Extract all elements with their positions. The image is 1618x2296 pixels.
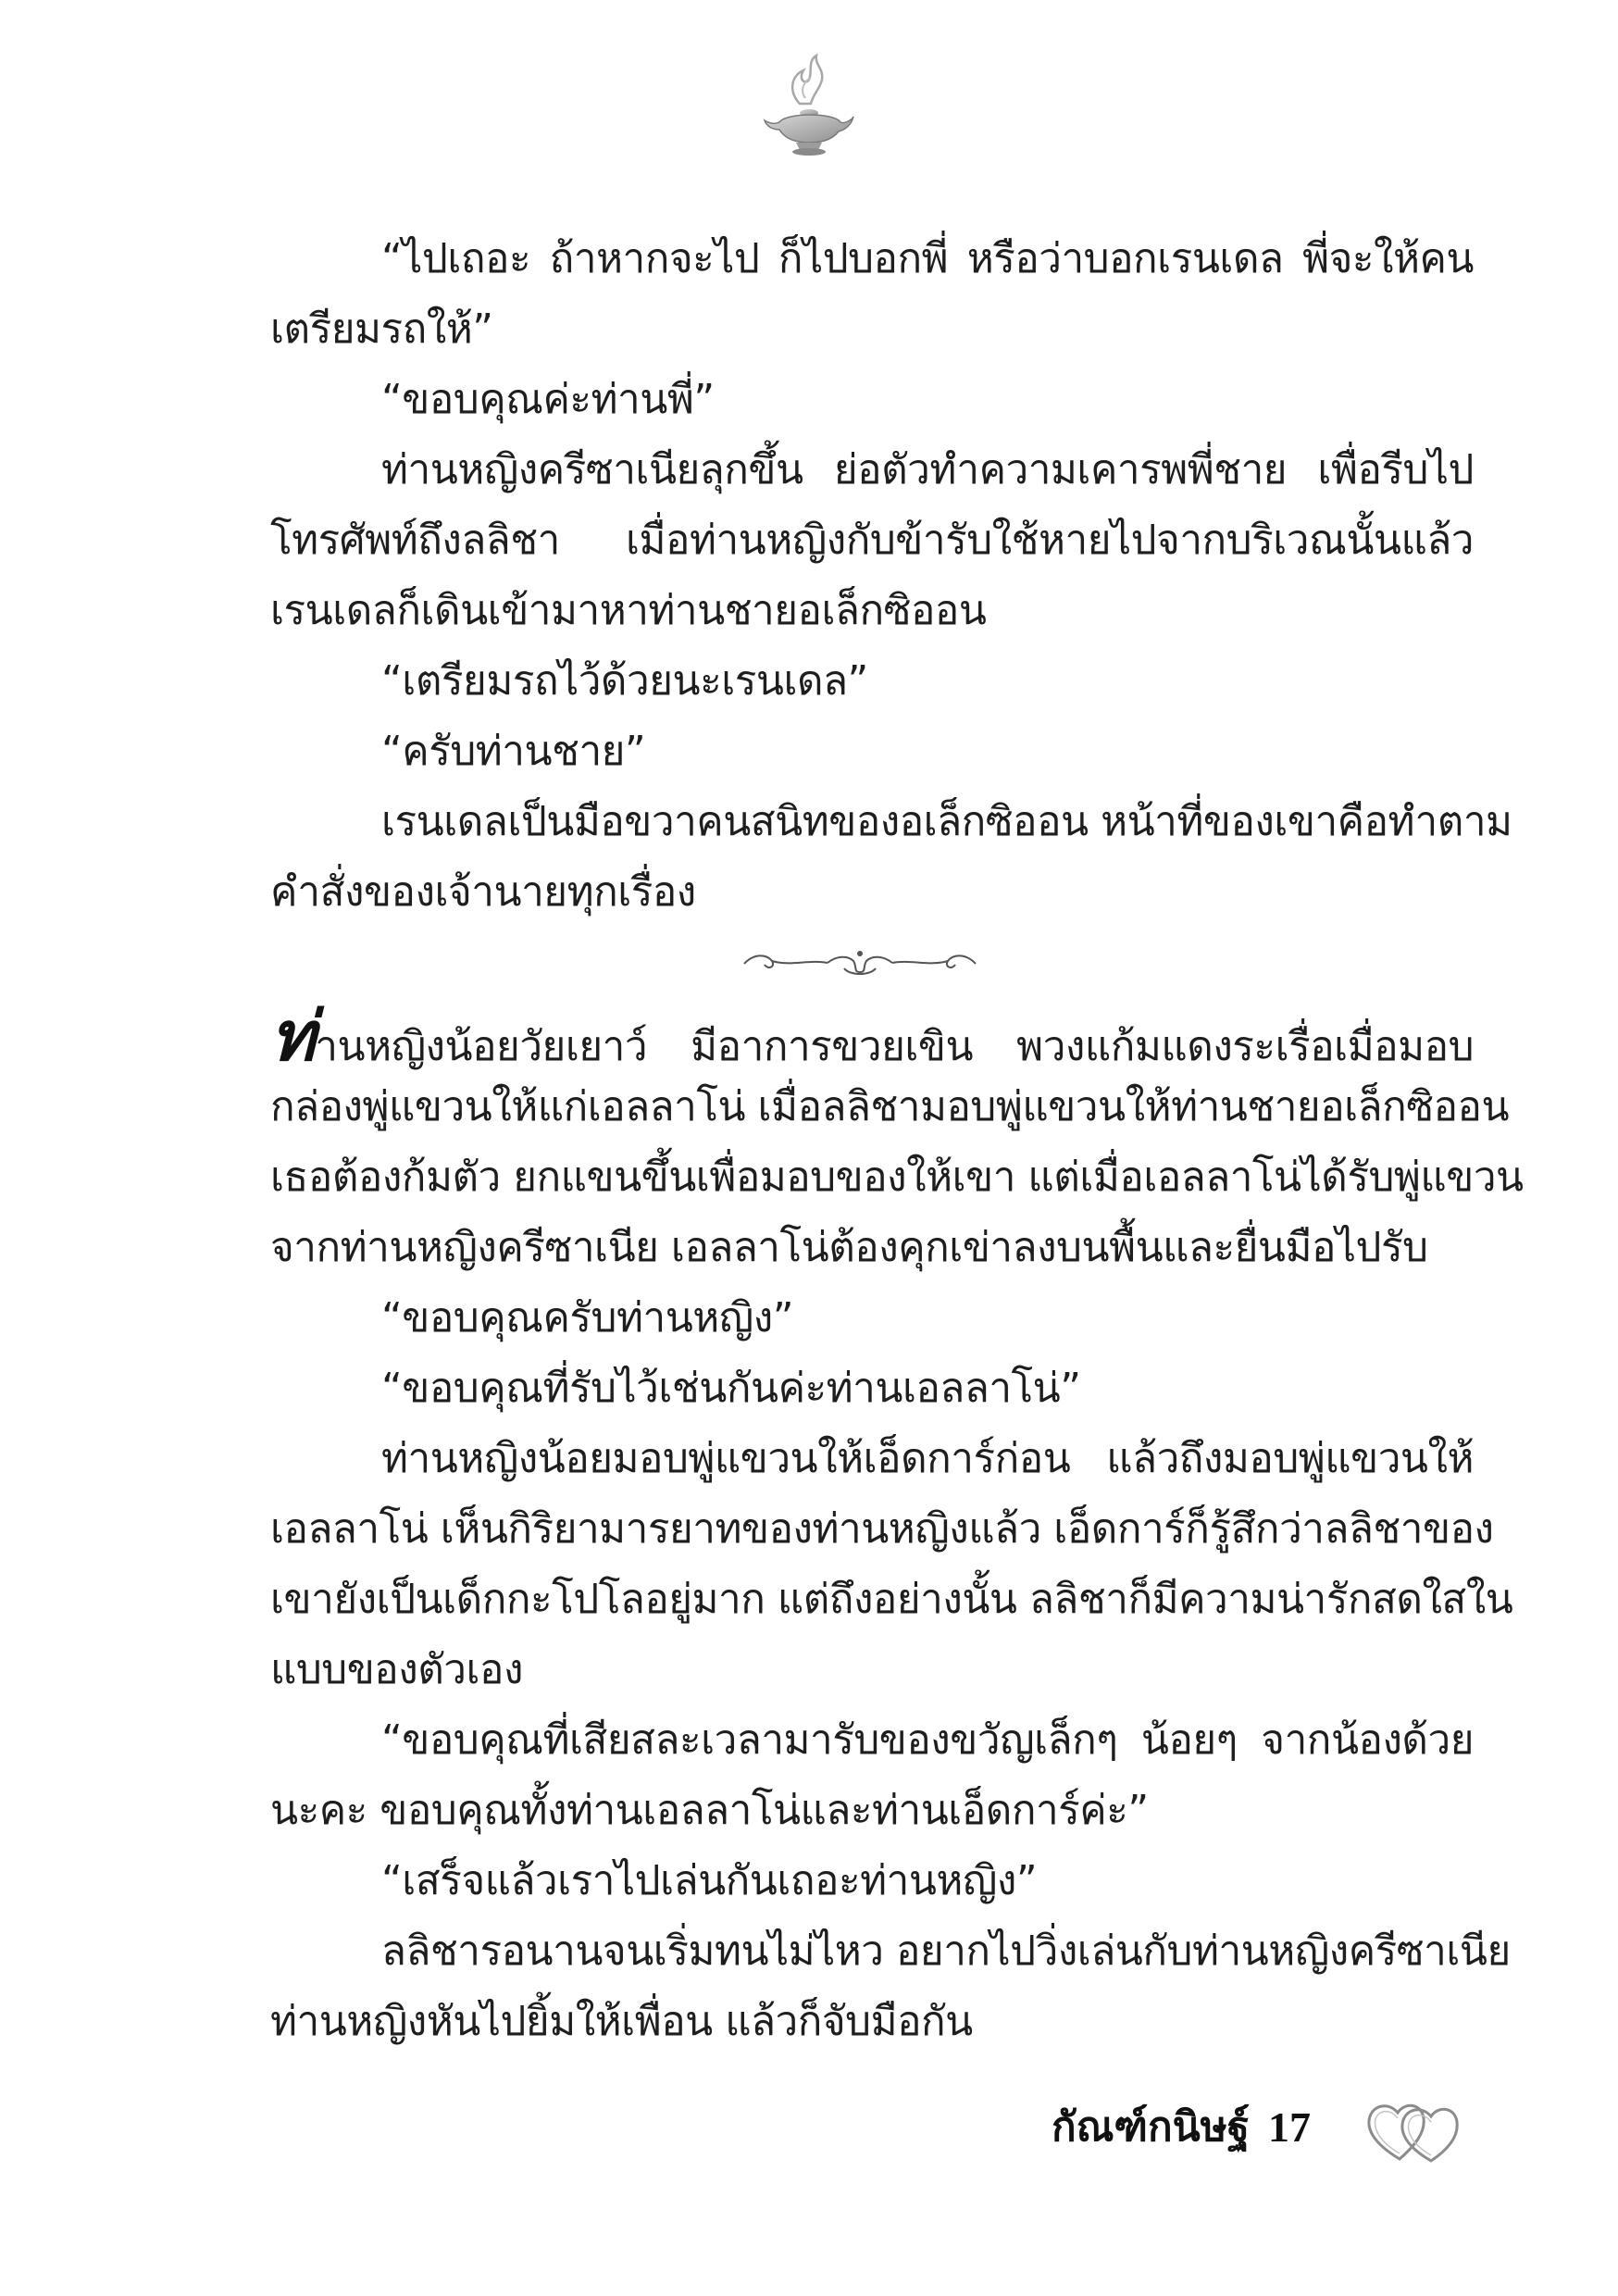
footer-book-title: กัณฑ์กนิษฐ์ <box>1052 2103 1250 2151</box>
text-line: เรนเดลก็เดินเข้ามาหาท่านชายอเล็กซิออน <box>270 587 987 634</box>
dropcap-line <box>270 997 1474 1077</box>
text-line: ท่านหญิงครีซาเนียลุกขึ้น ย่อตัวทำความเคารพพี่ชาย เพื่อรีบไป <box>381 446 1474 493</box>
text-line: เรนเดลเป็นมือขวาคนสนิทของอเล็กซิออน หน้าที่ของเขาคือทำตาม <box>381 798 1512 845</box>
text-line: “ครับท่านชาย” <box>381 728 646 775</box>
text-line: “เสร็จแล้วเราไปเล่นกันเถอะท่านหญิง” <box>381 1857 1038 1904</box>
flourish-divider-icon <box>735 942 985 985</box>
hearts-icon <box>1363 2094 1464 2168</box>
text-line-rest: านหญิงน้อยวัยเยาว์ มีอาการขวยเขิน พวงแก้มแดงระเรื่อเมื่อมอบ <box>315 1023 1474 1070</box>
text-line: “ขอบคุณครับท่านหญิง” <box>381 1294 794 1341</box>
text-line: โทรศัพท์ถึงลลิชา เมื่อท่านหญิงกับข้ารับใช้หายไปจากบริเวณนั้นแล้ว <box>270 517 1474 564</box>
text-line: จากท่านหญิงครีซาเนีย เอลลาโน่ต้องคุกเข่าลงบนพื้นและยื่นมือไปรับ <box>270 1224 1428 1271</box>
text-line: ท่านหญิงน้อยมอบพู่แขวนให้เอ็ดการ์ก่อน แล้วถึงมอบพู่แขวนให้ <box>381 1435 1474 1482</box>
text-line: “ขอบคุณค่ะท่านพี่” <box>381 376 715 423</box>
text-line: “ไปเถอะ ถ้าหากจะไป ก็ไปบอกพี่ หรือว่าบอกเรนเดล พี่จะให้คน <box>381 235 1474 282</box>
text-line: เขายังเป็นเด็กกะโปโลอยู่มาก แต่ถึงอย่างนั้น ลลิชาก็มีความน่ารักสดใสใน <box>270 1576 1513 1623</box>
text-line: “เตรียมรถไว้ด้วยนะเรนเดล” <box>381 657 868 705</box>
text-line: “ขอบคุณที่เสียสละเวลามารับของขวัญเล็กๆ น้อยๆ จากน้องด้วย <box>381 1716 1474 1764</box>
page-number: 17 <box>1268 2103 1311 2151</box>
text-line: เธอต้องก้มตัว ยกแขนขึ้นเพื่อมอบของให้เขา แต่เมื่อเอลลาโน่ได้รับพู่แขวน <box>270 1154 1524 1201</box>
text-line: กล่องพู่แขวนให้แก่เอลลาโน่ เมื่อลลิชามอบพู่แขวนให้ท่านชายอเล็กซิออน <box>270 1083 1510 1130</box>
text-line: นะคะ ขอบคุณทั้งท่านเอลลาโน่และท่านเอ็ดการ์ค่ะ” <box>270 1787 1149 1834</box>
text-line: เตรียมรถให้” <box>270 306 493 353</box>
text-line: เอลลาโน่ เห็นกิริยามารยาทของท่านหญิงแล้ว เอ็ดการ์ก็รู้สึกว่าลลิชาของ <box>270 1505 1494 1553</box>
drop-cap: ท่ <box>270 997 316 1077</box>
text-line: คำสั่งของเจ้านายทุกเรื่อง <box>270 868 696 916</box>
text-line: “ขอบคุณที่รับไว้เช่นกันค่ะท่านเอลลาโน่” <box>381 1365 1081 1412</box>
text-line: แบบของตัวเอง <box>270 1646 523 1693</box>
text-line: ลลิชารอนานจนเริ่มทนไม่ไหว อยากไปวิ่งเล่นกับท่านหญิงครีซาเนีย <box>381 1928 1511 1975</box>
text-line: ท่านหญิงหันไปยิ้มให้เพื่อน แล้วก็จับมือกัน <box>270 1998 973 2045</box>
